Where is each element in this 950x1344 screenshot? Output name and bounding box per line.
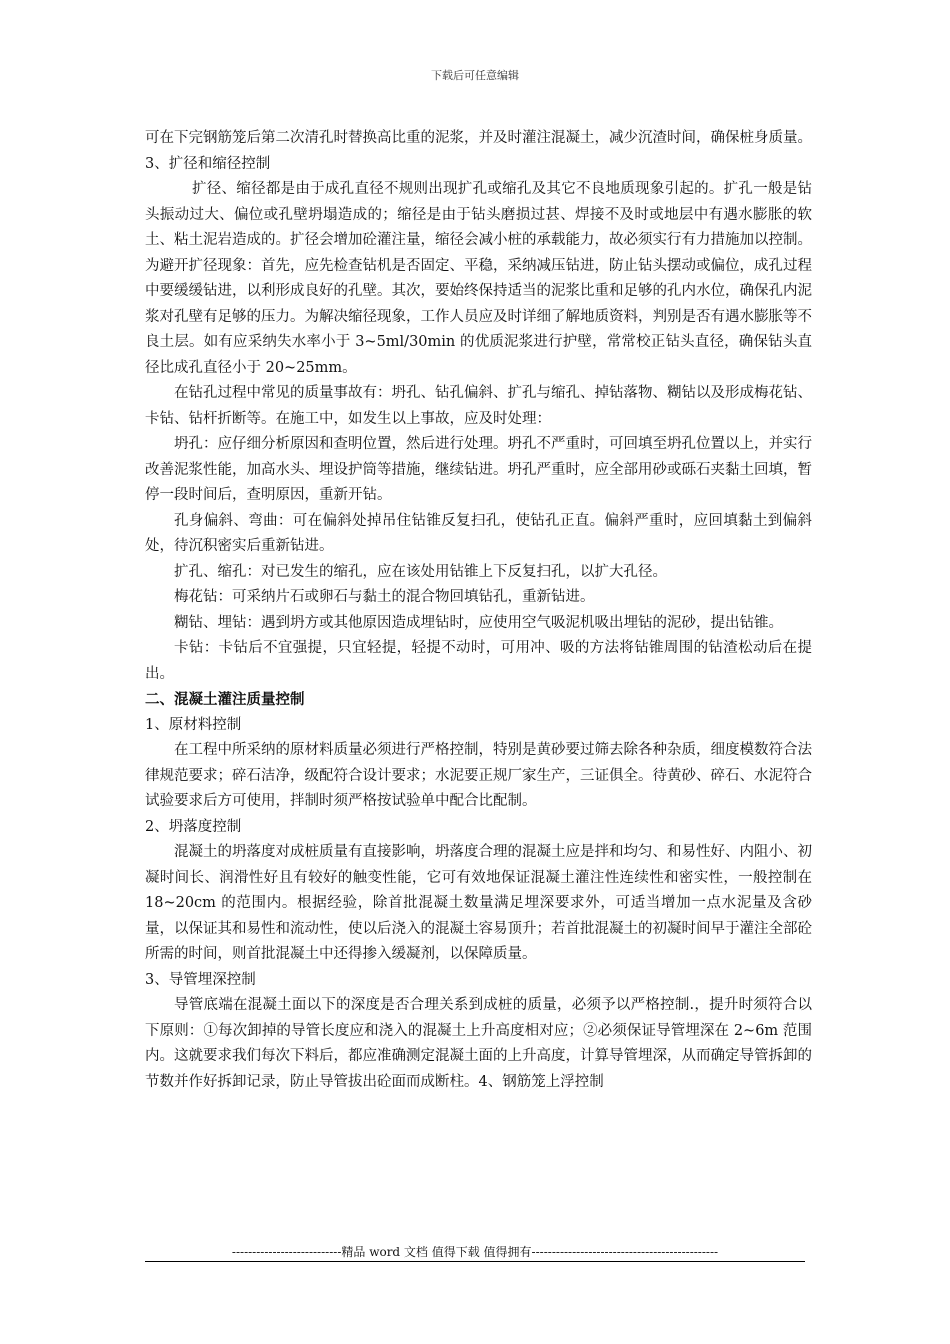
page-header: 下载后可任意编辑 (431, 69, 519, 82)
paragraph: 扩孔、缩孔：对已发生的缩孔，应在该处用钻锥上下反复扫孔，以扩大孔径。 (174, 563, 667, 580)
footer-divider (145, 1261, 805, 1262)
paragraph: 可在下完钢筋笼后第二次清孔时替换高比重的泥浆，并及时灌注混凝土，减少沉渣时间，确保桩身质量。 (145, 130, 812, 146)
page-footer: ---------------------------精品 word 文档 值得下载 值得拥有---------------------------------------------- (231, 1245, 719, 1259)
paragraph: 糊钻、埋钻：遇到坍方或其他原因造成埋钻时，应使用空气吸泥机吸出埋钻的泥砂，提出钻锥。 (174, 614, 783, 631)
section-heading: 2、坍落度控制 (145, 818, 242, 835)
section-heading: 1、原材料控制 (145, 716, 242, 733)
paragraph: 扩径、缩径都是由于成孔直径不规则出现扩孔或缩孔及其它不良地质现象引起的。扩孔一般是钻头振动过大、偏位或孔壁坍塌造成的；缩径是由于钻头磨损过甚、焊接不及时或地层中有遇水膨胀的软土、粘土泥岩造成的。扩径会增加砼灌注量，缩径会减小桩的承载能力，故必须实行有力措施加以控制。为避开扩径现象：首先，应先检查钻机是否固定、平稳，采纳减压钻进，防止钻头摆动或偏位，成孔过程中要缓缓钻进，以利形成良好的孔壁。其次，要始终保持适当的泥浆比重和足够的孔内水位，确保孔内泥浆对孔壁有足够的压力。为解决缩径现象，工作人员应及时详细了解地质资料，判别是否有遇水膨胀等不良土层。如有应采纳失水率小于 3~5ml/30min 的优质泥浆进行护壁，常常校正钻头直径，确保钻头直径比成孔直径小于 20~25mm。 (145, 181, 812, 376)
paragraph: 混凝土的坍落度对成桩质量有直接影响，坍落度合理的混凝土应是拌和均匀、和易性好、内阻小、初凝时间长、润滑性好且有较好的触变性能，它可有效地保证混凝土灌注性连续性和密实性，一般控制在 18~20cm 的范围内。根据经验，除首批混凝土数量满足埋深要求外，可适当增加一点水泥量及含砂量，以保证其和易性和流动性，使以后浇入的混凝土容易顶升；若首批混凝土的初凝时间早于灌注全部砼所需的时间，则首批混凝土中还得掺入缓凝剂，以保障质量。 (145, 844, 812, 962)
paragraph: 孔身偏斜、弯曲：可在偏斜处掉吊住钻锥反复扫孔，使钻孔正直。偏斜严重时，应回填黏土到偏斜处，待沉积密实后重新钻进。 (145, 512, 812, 554)
document-body (145, 126, 812, 1095)
paragraph: 在钻孔过程中常见的质量事故有：坍孔、钻孔偏斜、扩孔与缩孔、掉钻落物、糊钻以及形成梅花钻、卡钻、钻杆折断等。在施工中，如发生以上事故，应及时处理： (145, 385, 812, 427)
paragraph: 卡钻：卡钻后不宜强提，只宜轻提，轻提不动时，可用冲、吸的方法将钻锥周围的钻渣松动后在提出。 (145, 640, 812, 682)
paragraph: 坍孔：应仔细分析原因和查明位置，然后进行处理。坍孔不严重时，可回填至坍孔位置以上，并实行改善泥浆性能，加高水头、埋设护筒等措施，继续钻进。坍孔严重时，应全部用砂或砾石夹黏土回填，暂停一段时间后，查明原因，重新开钻。 (145, 436, 812, 503)
section-heading: 3、导管埋深控制 (145, 971, 256, 988)
chapter-heading: 二、混凝土灌注质量控制 (145, 691, 305, 708)
section-heading: 3、扩径和缩径控制 (145, 155, 271, 172)
paragraph: 导管底端在混凝土面以下的深度是否合理关系到成桩的质量，必须予以严格控制.，提升时须符合以下原则：①每次卸掉的导管长度应和浇入的混凝土上升高度相对应；②必须保证导管埋深在 2~6m 范围内。这就要求我们每次下料后，都应准确测定混凝土面的上升高度，计算导管埋深，从而确定导管拆卸的节数并作好拆卸记录，防止导管拔出砼面而成断柱。4、钢筋笼上浮控制 (145, 997, 812, 1090)
paragraph: 梅花钻：可采纳片石或卵石与黏土的混合物回填钻孔，重新钻进。 (174, 589, 595, 605)
paragraph: 在工程中所采纳的原材料质量必须进行严格控制，特别是黄砂要过筛去除各种杂质，细度模数符合法律规范要求；碎石洁净，级配符合设计要求；水泥要正规厂家生产，三证俱全。待黄砂、碎石、水泥符合试验要求后方可使用，拌制时须严格按试验单中配合比配制。 (145, 742, 812, 809)
